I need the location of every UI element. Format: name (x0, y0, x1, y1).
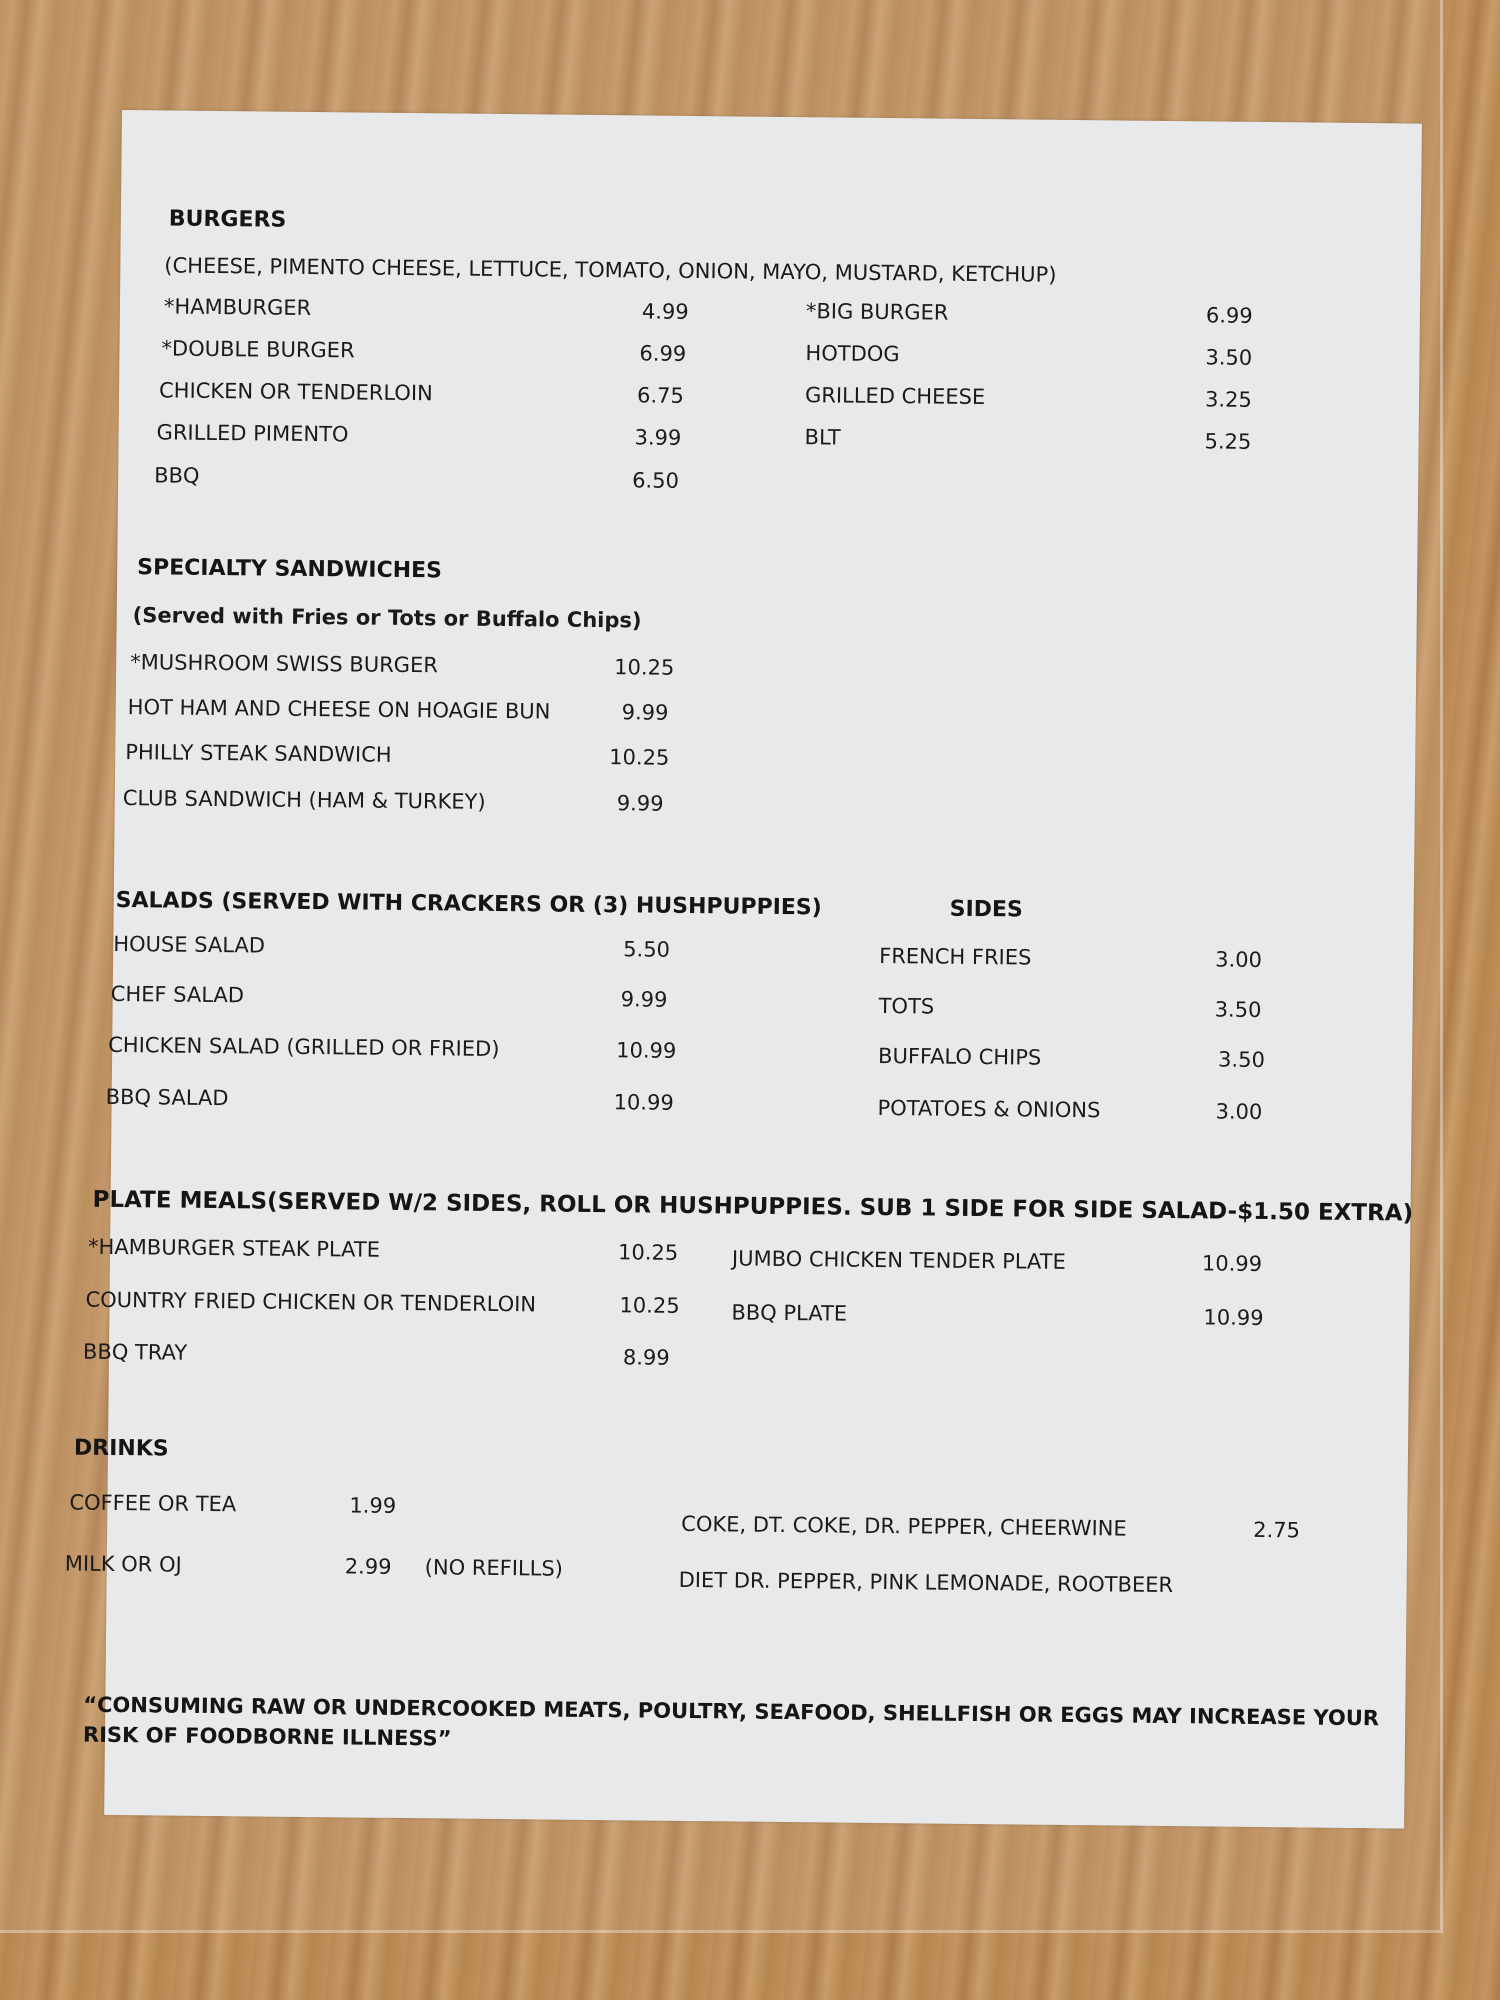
item-name: TOTS (878, 993, 935, 1019)
item-name: HOUSE SALAD (113, 931, 266, 958)
item-name: GRILLED PIMENTO (156, 420, 349, 447)
sides-heading: SIDES (949, 896, 1023, 923)
item-price: 6.75 (636, 383, 684, 408)
item-name: *DOUBLE BURGER (161, 336, 355, 363)
item-name: CHEF SALAD (110, 981, 245, 1008)
item-name: BUFFALO CHIPS (878, 1043, 1042, 1070)
item-name: MILK OR OJ (64, 1551, 182, 1577)
item-name: BBQ SALAD (105, 1084, 229, 1111)
item-price: 3.50 (1205, 345, 1253, 370)
salads-heading: SALADS (SERVED WITH CRACKERS OR (3) HUSHPUPPIES) (115, 887, 822, 921)
item-price: 5.50 (623, 937, 671, 962)
soda-list-2: DIET DR. PEPPER, PINK LEMONADE, ROOTBEER (678, 1567, 1174, 1598)
item-name: FRENCH FRIES (879, 943, 1032, 970)
burgers-heading: BURGERS (168, 206, 287, 233)
soda-price: 2.75 (1253, 1517, 1301, 1543)
item-name: POTATOES & ONIONS (877, 1095, 1101, 1123)
item-price: 3.25 (1204, 387, 1252, 412)
item-name: HOTDOG (805, 341, 900, 367)
item-name: JUMBO CHICKEN TENDER PLATE (731, 1246, 1066, 1274)
item-name: PHILLY STEAK SANDWICH (125, 740, 392, 767)
item-price: 9.99 (616, 791, 664, 816)
item-name: BLT (804, 425, 841, 450)
item-price: 1.99 (349, 1493, 397, 1518)
specialty-heading: SPECIALTY SANDWICHES (137, 555, 443, 584)
item-price: 3.99 (634, 425, 682, 450)
item-name: CHICKEN OR TENDERLOIN (158, 378, 433, 406)
item-price: 10.99 (1201, 1251, 1263, 1277)
item-price: 8.99 (622, 1345, 670, 1370)
item-name: *HAMBURGER (163, 294, 312, 320)
item-price: 10.25 (614, 655, 675, 680)
foodborne-illness-disclaimer: “CONSUMING RAW OR UNDERCOOKED MEATS, POULTRY, SEAFOOD, SHELLFISH OR EGGS MAY INCREASE YOUR RISK OF FOODBORNE ILLNESS” (82, 1692, 1380, 1751)
item-name: *BIG BURGER (805, 299, 949, 325)
item-name: BBQ (154, 463, 200, 488)
item-price: 6.50 (632, 468, 680, 493)
plates-heading: PLATE MEALS(SERVED W/2 SIDES, ROLL OR HUSHPUPPIES. SUB 1 SIDE FOR SIDE SALAD-$1.50 EXTRA) (92, 1186, 1414, 1227)
item-price: 5.25 (1204, 429, 1252, 454)
item-name: COFFEE OR TEA (69, 1490, 237, 1517)
item-price: 9.99 (621, 700, 669, 725)
item-name: GRILLED CHEESE (804, 383, 986, 410)
item-price: 10.25 (617, 1240, 679, 1265)
item-name: BBQ PLATE (731, 1300, 848, 1326)
item-price: 3.00 (1215, 947, 1263, 972)
item-price: 4.99 (641, 299, 689, 324)
item-price: 3.50 (1214, 997, 1262, 1022)
item-price: 10.25 (619, 1293, 680, 1318)
item-name: *MUSHROOM SWISS BURGER (130, 650, 439, 678)
menu-sheet (64, 110, 1422, 1829)
item-price: 10.99 (613, 1090, 674, 1115)
item-price: 2.99 (344, 1554, 392, 1579)
burgers-subtitle: (CHEESE, PIMENTO CHEESE, LETTUCE, TOMATO, ONION, MAYO, MUSTARD, KETCHUP) (164, 253, 1057, 287)
item-name: *HAMBURGER STEAK PLATE (87, 1234, 381, 1262)
specialty-subtitle: (Served with Fries or Tots or Buffalo Chips) (132, 603, 642, 633)
item-price: 6.99 (639, 341, 687, 366)
item-price: 10.99 (1203, 1305, 1264, 1331)
item-name: CLUB SANDWICH (HAM & TURKEY) (122, 786, 486, 814)
item-price: 6.99 (1205, 303, 1253, 328)
drinks-heading: DRINKS (73, 1435, 169, 1462)
no-refills-note: (NO REFILLS) (424, 1555, 564, 1581)
item-price: 10.25 (609, 745, 670, 770)
item-name: BBQ TRAY (82, 1339, 188, 1365)
item-price: 3.00 (1215, 1099, 1263, 1124)
item-price: 10.99 (616, 1038, 677, 1063)
item-name: HOT HAM AND CHEESE ON HOAGIE BUN (127, 695, 551, 724)
item-price: 9.99 (620, 987, 668, 1012)
item-name: COUNTRY FRIED CHICKEN OR TENDERLOIN (85, 1287, 537, 1317)
item-price: 3.50 (1217, 1047, 1266, 1073)
item-name: CHICKEN SALAD (GRILLED OR FRIED) (108, 1032, 500, 1062)
soda-list-1: COKE, DT. COKE, DR. PEPPER, CHEERWINE (681, 1511, 1127, 1541)
